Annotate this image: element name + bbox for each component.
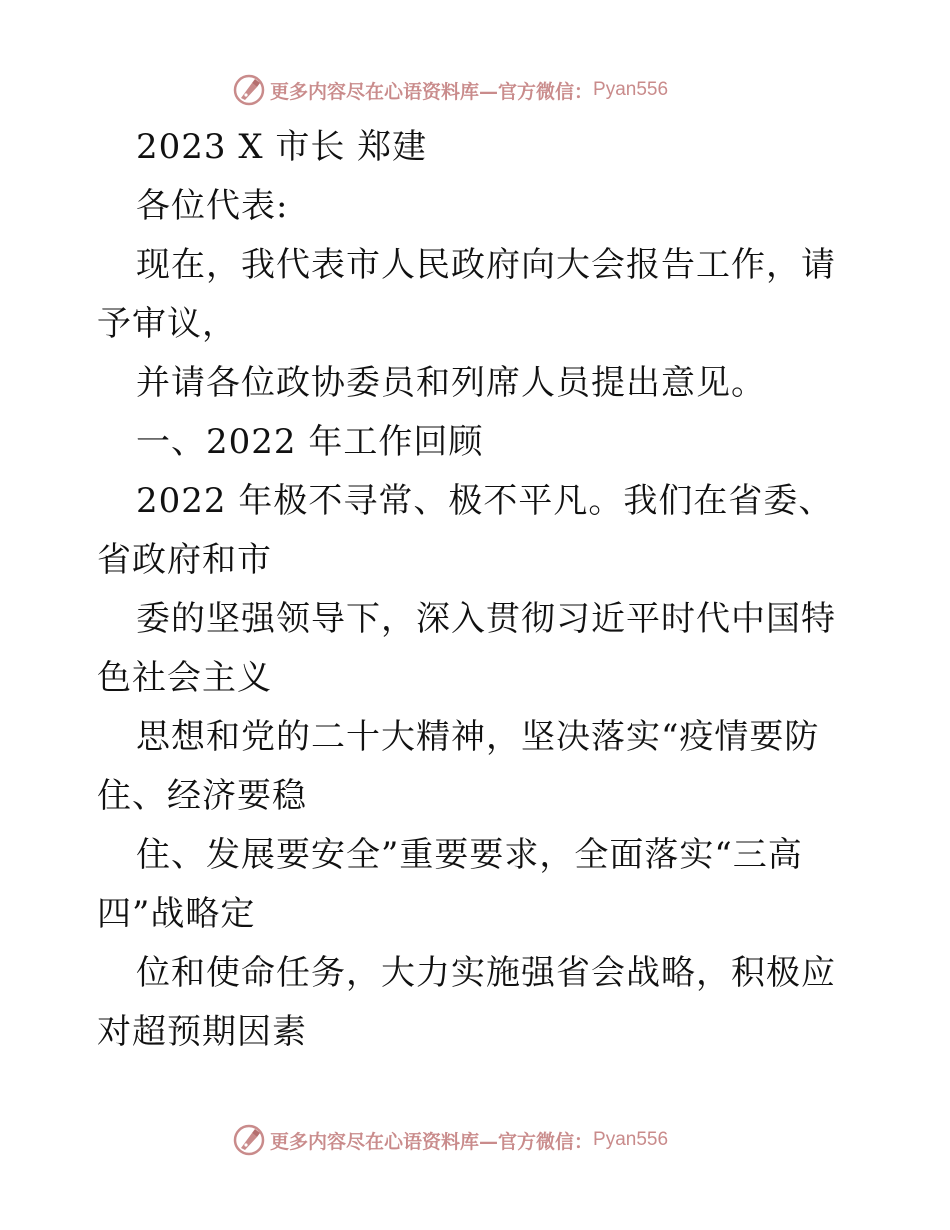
doc-line: 思想和党的二十大精神，坚决落实“疫情要防住、经济要稳 xyxy=(97,717,820,816)
pen-nib-icon xyxy=(232,73,266,107)
watermark-text: 更多内容尽在心语资料库—官方微信： xyxy=(270,80,594,103)
document-body xyxy=(97,118,857,1062)
doc-line: 2023 X 市长 郑建 xyxy=(136,127,428,167)
doc-line: 住、发展要安全”重要要求，全面落实“三高四”战略定 xyxy=(97,835,803,934)
doc-line: 现在，我代表市人民政府向大会报告工作，请予审议， xyxy=(97,245,836,344)
watermark-account: Pyan556 xyxy=(593,1129,669,1150)
doc-line: 一、2022 年工作回顾 xyxy=(136,422,484,462)
pen-nib-icon xyxy=(232,1123,266,1157)
footer-watermark xyxy=(232,1120,668,1160)
doc-line: 委的坚强领导下，深入贯彻习近平时代中国特色社会主义 xyxy=(97,599,836,698)
watermark-account: Pyan556 xyxy=(593,79,669,100)
doc-line: 各位代表: xyxy=(136,186,289,226)
doc-line: 并请各位政协委员和列席人员提出意见。 xyxy=(136,363,766,403)
doc-line: 2022 年极不寻常、极不平凡。我们在省委、省政府和市 xyxy=(97,481,834,580)
doc-line: 位和使命任务，大力实施强省会战略，积极应对超预期因素 xyxy=(97,953,836,1052)
header-watermark xyxy=(232,70,668,110)
watermark-text: 更多内容尽在心语资料库—官方微信： xyxy=(270,1130,594,1153)
